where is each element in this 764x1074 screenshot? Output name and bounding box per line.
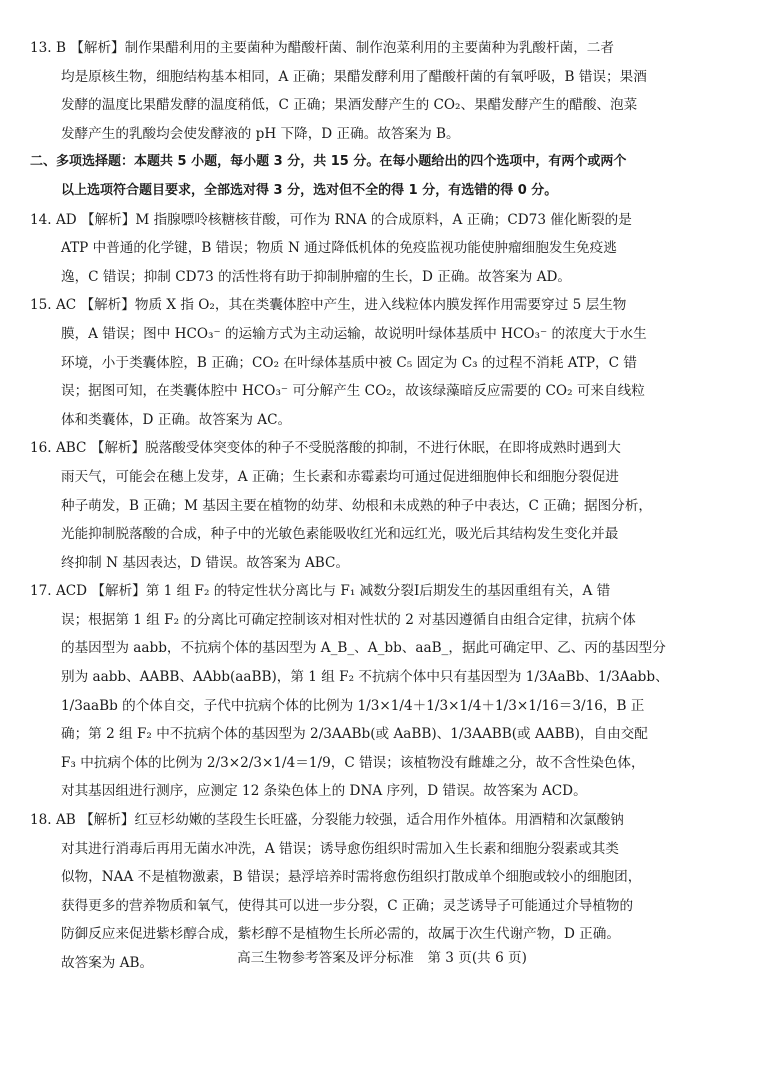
text-line: 对其基因组进行测序，应测定 12 条染色体上的 DNA 序列，D 错误。故答案为 ACD。 bbox=[61, 783, 587, 800]
section-heading-multiple-choice bbox=[30, 148, 722, 205]
text-line: 终抑制 N 基因表达，D 错误。故答案为 ABC。 bbox=[61, 554, 350, 571]
text-line: 13. B 【解析】制作果醋利用的主要菌种为醋酸杆菌、制作泡菜利用的主要菌种为乳酸杆菌，二者 bbox=[30, 40, 614, 56]
answer-16 bbox=[30, 434, 722, 577]
text-line: 发酵的温度比果醋发酵的温度稍低，C 正确；果酒发酵产生的 CO₂、果醋发酵产生的醋酸、泡菜 bbox=[61, 97, 638, 114]
text-line: 16. ABC 【解析】脱落酸受体突变体的种子不受脱落酸的抑制，不进行休眠，在即将成熟时遇到大 bbox=[30, 440, 621, 457]
text-line: 逸，C 错误；抑制 CD73 的活性将有助于抑制肿瘤的生长，D 正确。故答案为 AD。 bbox=[61, 268, 572, 285]
text-line: 以上选项符合题目要求，全部选对得 3 分，选对但不全的得 1 分，有选错的得 0 分。 bbox=[61, 182, 558, 198]
answer-14 bbox=[30, 206, 722, 292]
text-line: 误；根据第 1 组 F₂ 的分离比可确定控制该对相对性状的 2 对基因遵循自由组合定律，抗病个体 bbox=[61, 611, 636, 628]
text-line: F₃ 中抗病个体的比例为 2/3×2/3×1/4＝1/9，C 错误；该植物没有雌雄之分，故不含性染色体， bbox=[61, 754, 645, 771]
text-line: 似物，NAA 不是植物激素，B 错误；悬浮培养时需将愈伤组织打散成单个细胞或较小的细胞团， bbox=[61, 869, 642, 886]
text-line: 体和类囊体，D 正确。故答案为 AC。 bbox=[61, 411, 292, 428]
text-line: ATP 中普通的化学键，B 错误；物质 N 通过降低机体的免疫监视功能使肿瘤细胞发生免疫逃 bbox=[61, 240, 617, 257]
text-line: 对其进行消毒后再用无菌水冲洗，A 错误；诱导愈伤组织时需加入生长素和细胞分裂素或其类 bbox=[61, 840, 619, 857]
text-line: 的基因型为 aabb，不抗病个体的基因型为 A_B_、A_bb、aaB_，据此可确定甲、乙、丙的基因型分 bbox=[61, 640, 666, 657]
text-line: 15. AC 【解析】物质 X 指 O₂，其在类囊体腔中产生，进入线粒体内膜发挥作用需要穿过 5 层生物 bbox=[30, 297, 627, 314]
text-line: 获得更多的营养物质和氧气，使得其可以进一步分裂，C 正确；灵芝诱导子可能通过介导植物的 bbox=[61, 897, 634, 914]
text-line: 14. AD 【解析】M 指腺嘌呤核糖核苷酸，可作为 RNA 的合成原料，A 正确；CD73 催化断裂的是 bbox=[30, 211, 632, 228]
text-line: 故答案为 AB。 bbox=[61, 955, 154, 971]
text-line: 发酵产生的乳酸均会使发酵液的 pH 下降，D 正确。故答案为 B。 bbox=[61, 125, 460, 142]
text-line: 防御反应来促进紫杉醇合成，紫杉醇不是植物生长所必需的，故属于次生代谢产物，D 正确。 bbox=[61, 926, 620, 943]
text-line: 确；第 2 组 F₂ 中不抗病个体的基因型为 2/3AABb(或 AaBB)、1/3AABB(或 AABB)，自由交配 bbox=[61, 726, 648, 743]
text-line: 18. AB 【解析】红豆杉幼嫩的茎段生长旺盛，分裂能力较强，适合用作外植体。用酒精和次氯酸钠 bbox=[30, 812, 624, 829]
text-line: 17. ACD 【解析】第 1 组 F₂ 的特定性状分离比与 F₁ 减数分裂Ⅰ后期发生的基因重组有关，A 错 bbox=[30, 583, 611, 600]
text-line: 雨天气，可能会在穗上发芽，A 正确；生长素和赤霉素均可通过促进细胞伸长和细胞分裂促进 bbox=[61, 468, 619, 485]
text-line: 二、多项选择题：本题共 5 小题，每小题 3 分，共 15 分。在每小题给出的四个选项中，有两个或两个 bbox=[30, 154, 627, 170]
text-line: 1/3aaBb 的个体自交，子代中抗病个体的比例为 1/3×1/4＋1/3×1/4＋1/3×1/16＝3/16，B 正 bbox=[61, 697, 645, 714]
answer-13 bbox=[30, 34, 722, 148]
answer-17 bbox=[30, 577, 722, 806]
text-line: 别为 aabb、AABB、AAbb(aaBB)，第 1 组 F₂ 不抗病个体中只有基因型为 1/3AaBb、1/3Aabb、 bbox=[61, 669, 669, 686]
answer-15 bbox=[30, 291, 722, 434]
text-line: 均是原核生物，细胞结构基本相同，A 正确；果醋发酵利用了醋酸杆菌的有氧呼吸，B 错误；果酒 bbox=[61, 68, 647, 85]
page-footer: 高三生物参考答案及评分标准 第 3 页(共 6 页) bbox=[237, 950, 527, 966]
text-line: 种子萌发，B 正确；M 基因主要在植物的幼芽、幼根和未成熟的种子中表达，C 正确；据图分析， bbox=[61, 497, 653, 514]
text-line: 环境，小于类囊体腔，B 正确；CO₂ 在叶绿体基质中被 C₅ 固定为 C₃ 的过程不消耗 ATP，C 错 bbox=[61, 354, 637, 371]
text-line: 光能抑制脱落酸的合成，种子中的光敏色素能吸收红光和远红光，吸光后其结构发生变化并最 bbox=[61, 526, 619, 543]
text-line: 误；据图可知，在类囊体腔中 HCO₃⁻ 可分解产生 CO₂，故该绿藻暗反应需要的 CO₂ 可来自线粒 bbox=[61, 383, 645, 400]
text-line: 膜，A 错误；图中 HCO₃⁻ 的运输方式为主动运输，故说明叶绿体基质中 HCO₃⁻ 的浓度大于水生 bbox=[61, 325, 647, 342]
